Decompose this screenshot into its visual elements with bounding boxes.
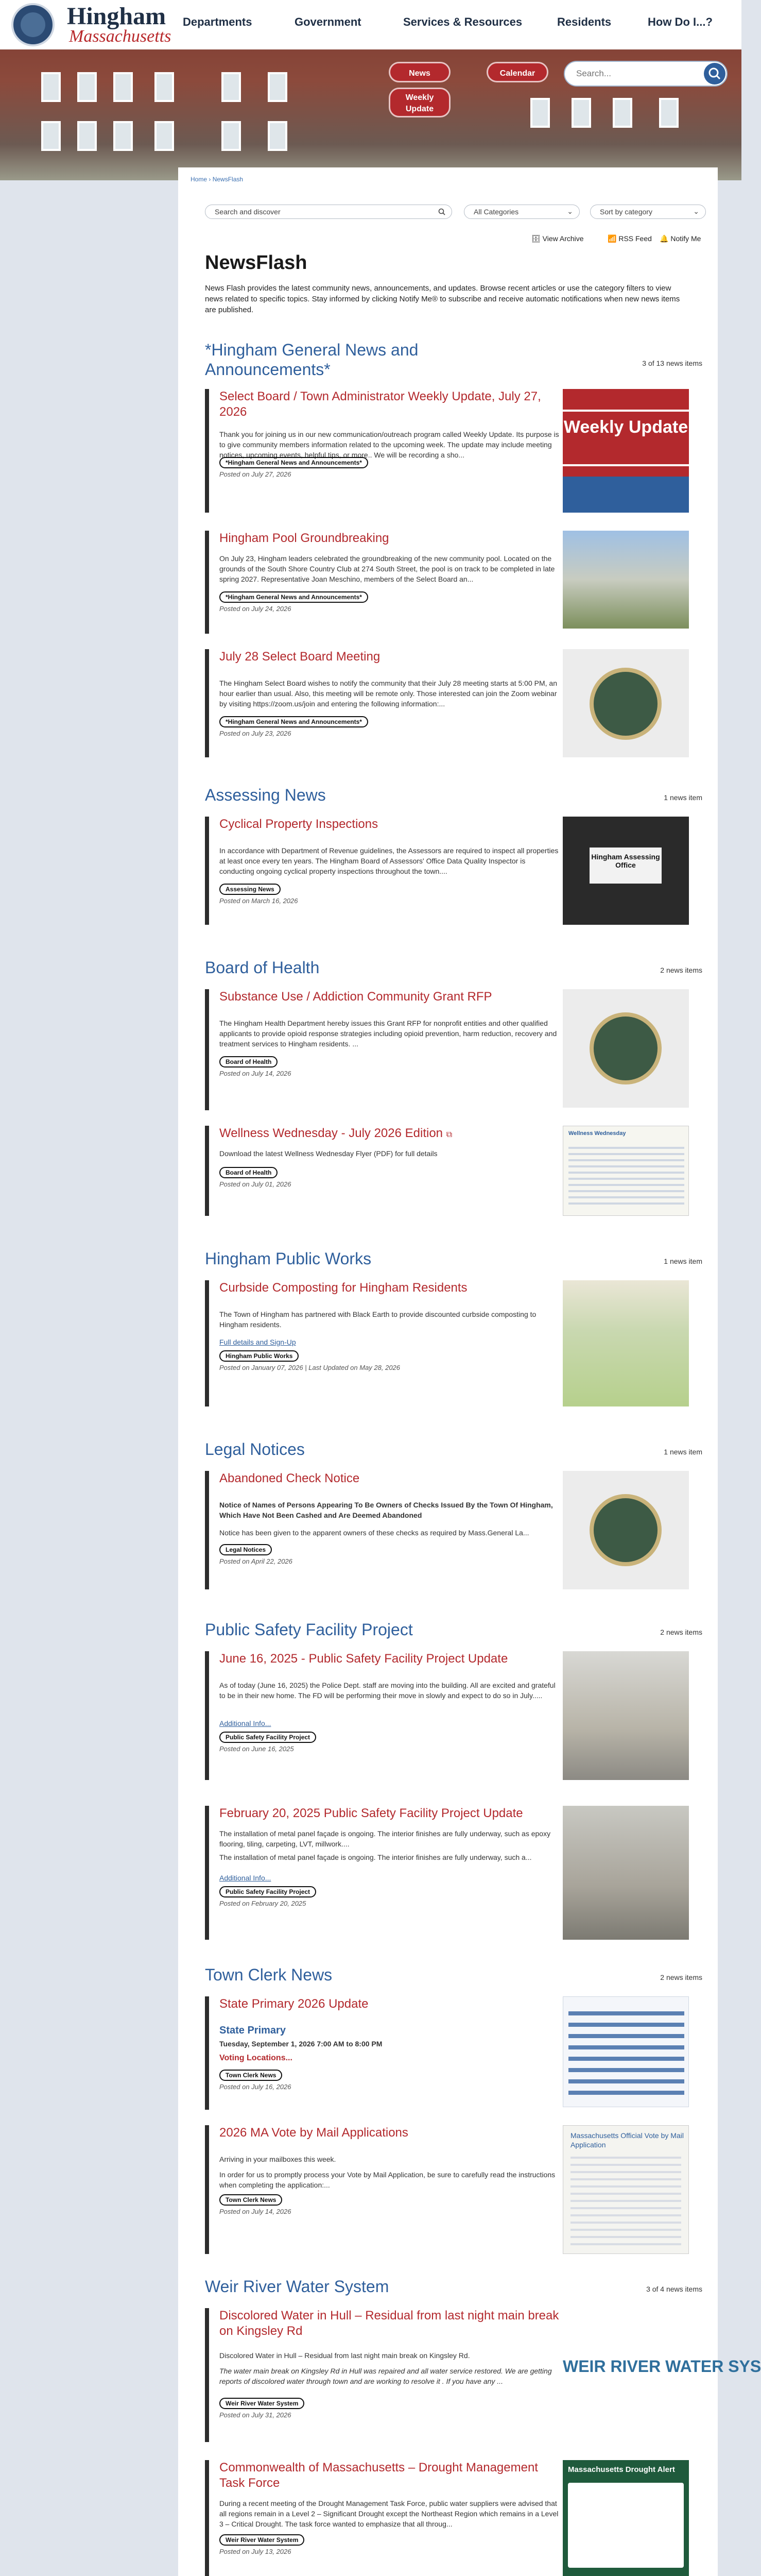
news-item — [205, 1126, 689, 1216]
news-search-field[interactable] — [205, 205, 452, 219]
category-tag[interactable]: Legal Notices — [219, 1544, 272, 1555]
quicklink-calendar[interactable]: Calendar — [487, 62, 548, 82]
news-item-summary-2: The water main break on Kingsley Rd in Hull was repaired and all water service restored. We are getting reports of discolored water through town and are working to resolve it . If you have any ... — [219, 2367, 552, 2385]
news-item-summary: The Town of Hingham has partnered with Black Earth to provide discounted curbside composting to Hingham residents. — [219, 1310, 537, 1329]
posted-date: Posted on March 16, 2026 — [219, 897, 298, 905]
banner-window — [113, 121, 133, 151]
posted-date: Posted on June 16, 2025 — [219, 1745, 294, 1753]
news-item-title[interactable]: July 28 Select Board Meeting — [219, 650, 380, 664]
category-tag[interactable]: Public Safety Facility Project — [219, 1732, 316, 1743]
composting-flyer-thumbnail[interactable] — [563, 1280, 689, 1406]
section-count: 1 news item — [664, 1448, 702, 1456]
category-tag[interactable]: Weir River Water System — [219, 2398, 304, 2409]
news-item-summary: Arriving in your mailboxes this week. — [219, 2155, 336, 2163]
election-heading: State Primary — [219, 2025, 286, 2036]
nav-government[interactable]: Government — [295, 15, 361, 28]
header-banner — [0, 0, 741, 180]
news-item-title[interactable]: Curbside Composting for Hingham Residents — [219, 1281, 468, 1295]
banner-window — [154, 121, 174, 151]
banner-window — [77, 121, 97, 151]
news-item-summary: Discolored Water in Hull – Residual from last night main break on Kingsley Rd. — [219, 2351, 470, 2360]
category-tag[interactable]: *Hingham General News and Announcements* — [219, 457, 368, 468]
section-count: 1 news item — [664, 1257, 702, 1265]
banner-window — [221, 72, 241, 102]
banner-window — [613, 98, 632, 128]
nav-how-do-i[interactable]: How Do I...? — [648, 15, 713, 28]
category-tag[interactable]: *Hingham General News and Announcements* — [219, 591, 368, 603]
news-item — [205, 389, 689, 513]
section-count: 1 news item — [664, 793, 702, 802]
view-archive-label: View Archive — [542, 234, 584, 243]
banner-window — [572, 98, 591, 128]
voting-locations-link[interactable]: Voting Locations... — [219, 2054, 292, 2062]
breadcrumb-separator: › — [209, 176, 211, 183]
banner-window — [221, 121, 241, 151]
news-item-summary: Download the latest Wellness Wednesday Flyer (PDF) for full details — [219, 1149, 438, 1158]
notify-me-label: Notify Me — [670, 234, 701, 243]
wellness-flyer-thumbnail[interactable] — [563, 1126, 689, 1216]
drought-map-panel — [568, 2483, 684, 2568]
site-search — [564, 61, 728, 87]
news-item-title[interactable]: Select Board / Town Administrator Weekly Update, July 27, 2026 — [219, 389, 541, 419]
signup-link[interactable]: Full details and Sign-Up — [219, 1338, 296, 1346]
news-item-summary: In accordance with Department of Revenue guidelines, the Assessors are required to inspect all properties at least once every ten years. The Hingham Board of Assessors' Office Data Quality Inspector is conducting ongoing cyclical property inspections throughout the town.... — [219, 846, 559, 875]
weekly-update-thumbnail[interactable] — [563, 389, 689, 513]
news-item-title-text: Wellness Wednesday - July 2026 Edition — [219, 1126, 443, 1140]
news-item-title[interactable]: Discolored Water in Hull – Residual from last night main break on Kingsley Rd — [219, 2309, 559, 2338]
item-accent-bar — [205, 2308, 209, 2442]
item-accent-bar — [205, 2125, 209, 2254]
news-item-summary: On July 23, Hingham leaders celebrated the groundbreaking of the new community pool. Located on the grounds of the South Shore Country Club at 274 South Street, the pool is on track to be completed in late spring 2027. Representative Joan Meschino, members of the Select Board an... — [219, 554, 555, 583]
news-item-title[interactable] — [219, 1126, 559, 1143]
news-item-title[interactable]: Abandoned Check Notice — [219, 1471, 360, 1485]
breadcrumb — [191, 176, 243, 183]
category-tag[interactable]: Assessing News — [219, 884, 281, 895]
banner-window — [41, 121, 61, 151]
banner-window — [77, 72, 97, 102]
news-item-title[interactable]: Commonwealth of Massachusetts – Drought Management Task Force — [219, 2461, 538, 2490]
news-item-title[interactable]: Substance Use / Addiction Community Grant RFP — [219, 990, 492, 1004]
banner-window — [268, 72, 287, 102]
item-accent-bar — [205, 389, 209, 513]
section-title-weir-river[interactable]: Weir River Water System — [205, 2277, 389, 2296]
category-tag[interactable]: Weir River Water System — [219, 2534, 304, 2546]
item-accent-bar — [205, 2460, 209, 2576]
search-icon — [438, 208, 445, 215]
flyer-rows — [568, 2011, 684, 2102]
section-title-assessing[interactable]: Assessing News — [205, 786, 326, 804]
vote-by-mail-thumbnail[interactable] — [563, 2125, 689, 2254]
news-item — [205, 1471, 689, 1589]
section-title-legal-notices[interactable]: Legal Notices — [205, 1440, 305, 1459]
posted-date: Posted on July 27, 2026 — [219, 470, 291, 478]
news-item-title[interactable]: Hingham Pool Groundbreaking — [219, 531, 389, 545]
bell-icon: 🔔 — [660, 234, 671, 243]
facility-construction-photo[interactable] — [563, 1806, 689, 1940]
flyer-heading: Wellness Wednesday — [568, 1130, 626, 1137]
election-datetime: Tuesday, September 1, 2026 7:00 AM to 8:00 PM — [219, 2040, 383, 2048]
thumbnail-caption: Massachusetts Drought Alert — [568, 2465, 675, 2474]
additional-info-link[interactable]: Additional Info... — [219, 1719, 271, 1727]
category-tag[interactable]: Public Safety Facility Project — [219, 1886, 316, 1897]
posted-date: Posted on July 23, 2026 — [219, 730, 291, 737]
quicklink-weekly-update[interactable]: Weekly Update — [389, 88, 451, 117]
election-flyer-thumbnail[interactable] — [563, 1996, 689, 2107]
news-item — [205, 649, 689, 757]
notify-me-link[interactable] — [660, 234, 701, 243]
item-accent-bar — [205, 989, 209, 1110]
town-seal-logo[interactable] — [11, 3, 55, 46]
posted-date: Posted on July 16, 2026 — [219, 2083, 291, 2091]
rss-icon: 📶 — [608, 234, 619, 243]
banner-window — [113, 72, 133, 102]
news-item-summary: The Hingham Select Board wishes to notify the community that their July 28 meeting starts at 5:00 PM, an hour earlier than usual. Also, this meeting will be remote only. Those interested can join the Zoom webinar by visiting https://zoom.us/join and entering the following information:... — [219, 679, 557, 708]
thumbnail-caption: Weekly Update — [563, 410, 689, 466]
drought-alert-thumbnail[interactable] — [563, 2460, 689, 2576]
news-item — [205, 1280, 689, 1406]
section-title-board-of-health[interactable]: Board of Health — [205, 958, 320, 977]
town-seal-thumbnail[interactable] — [563, 989, 689, 1108]
form-lines — [570, 2157, 681, 2247]
category-tag[interactable]: Hingham Public Works — [219, 1350, 299, 1362]
rss-feed-link[interactable] — [608, 234, 652, 243]
posted-date: Posted on July 01, 2026 — [219, 1180, 291, 1188]
section-count: 2 news items — [660, 1628, 702, 1636]
nav-departments[interactable]: Departments — [183, 15, 252, 28]
breadcrumb-home[interactable]: Home — [191, 176, 207, 183]
news-item-title[interactable]: 2026 MA Vote by Mail Applications — [219, 2126, 408, 2140]
site-search-input[interactable] — [576, 69, 695, 79]
seal-emblem — [590, 1494, 662, 1566]
external-link-icon: ⧉ — [446, 1130, 453, 1139]
item-accent-bar — [205, 649, 209, 757]
news-item — [205, 1651, 689, 1780]
posted-date: Posted on April 22, 2026 — [219, 1557, 292, 1565]
category-tag[interactable]: *Hingham General News and Announcements* — [219, 716, 368, 727]
news-item-summary: The Hingham Health Department hereby issues this Grant RFP for nonprofit entities and other qualified applicants to provide opioid response strategies including opioid prevention, harm reduction, recovery and treatment services to Hingham residents. ... — [219, 1019, 557, 1048]
page-title: NewsFlash — [205, 252, 307, 274]
section-title-public-works[interactable]: Hingham Public Works — [205, 1249, 372, 1268]
category-tag[interactable]: Board of Health — [219, 1056, 278, 1067]
news-item — [205, 1806, 689, 1940]
logo-subtitle[interactable]: Massachusetts — [69, 27, 171, 46]
posted-date: Posted on July 13, 2026 — [219, 2548, 291, 2555]
facility-interior-photo[interactable] — [563, 1651, 689, 1780]
news-item-title[interactable]: February 20, 2025 Public Safety Facility Project Update — [219, 1806, 523, 1820]
groundbreaking-photo[interactable] — [563, 531, 689, 629]
news-item-summary: Thank you for joining us in our new communication/outreach program called Weekly Update. Its purpose is to give community members information related to the upcoming week. The update may include meeting notices, upcoming events, helpful tips, or more.. We will be recording a sho... — [219, 430, 559, 459]
search-icon — [704, 63, 725, 84]
news-item — [205, 531, 689, 634]
thumbnail-band — [563, 477, 689, 513]
news-item-summary-2: The installation of metal panel façade is ongoing. The interior finishes are fully underway, such a... — [219, 1853, 532, 1861]
top-navbar — [0, 0, 741, 49]
chevron-down-icon: ⌄ — [567, 207, 573, 215]
posted-date: Posted on July 14, 2026 — [219, 1070, 291, 1077]
posted-date: Posted on July 31, 2026 — [219, 2411, 291, 2419]
item-accent-bar — [205, 1471, 209, 1589]
weir-river-logo-thumbnail[interactable] — [563, 2308, 761, 2437]
banner-window — [41, 72, 61, 102]
banner-window — [530, 98, 550, 128]
news-item-summary: During a recent meeting of the Drought Management Task Force, public water suppliers were advised that all regions remain in a Level 2 – Significant Drought except the Northeast Region which remains in a Level 3 – Critical Drought. The task force wanted to emphasize that all throug... — [219, 2499, 559, 2528]
banner-window — [659, 98, 679, 128]
banner-window — [154, 72, 174, 102]
news-item — [205, 817, 689, 925]
search-button[interactable] — [704, 63, 725, 84]
seal-emblem — [590, 1012, 662, 1084]
item-accent-bar — [205, 1126, 209, 1216]
item-accent-bar — [205, 817, 209, 925]
news-search-placeholder: Search and discover — [215, 208, 281, 216]
posted-date: Posted on July 24, 2026 — [219, 605, 291, 613]
archive-icon: 🗄 — [531, 234, 543, 243]
news-item-summary: Notice has been given to the apparent owners of these checks as required by Mass.General La... — [219, 1529, 529, 1537]
rss-feed-label: RSS Feed — [618, 234, 652, 243]
breadcrumb-current: NewsFlash — [212, 176, 244, 183]
section-count: 3 of 13 news items — [642, 359, 702, 367]
seal-emblem — [590, 668, 662, 740]
section-count: 3 of 4 news items — [646, 2285, 702, 2293]
sign-caption: Hingham Assessing Office — [590, 848, 662, 884]
town-seal-thumbnail[interactable] — [563, 1471, 689, 1589]
sort-select[interactable] — [590, 205, 706, 219]
main-content — [178, 167, 761, 2576]
item-accent-bar — [205, 1996, 209, 2110]
news-item-summary: As of today (June 16, 2025) the Police Dept. staff are moving into the building. All are excited and grateful to be in their new home. The FD will be performing their move in slowly and expect to do so in July..... — [219, 1681, 556, 1700]
news-item-title[interactable]: June 16, 2025 - Public Safety Facility Project Update — [219, 1652, 508, 1666]
news-item-summary: The installation of metal panel façade is ongoing. The interior finishes are fully underway, such as epoxy flooring, tiling, carpeting, LVT, millwork.... — [219, 1829, 551, 1848]
page-intro: News Flash provides the latest community news, announcements, and updates. Browse recent articles or use the category filters to view news related to specific topics. Stay informed by clicking Notify Me® to subscribe and receive automatic notifications when new news items are published. — [205, 284, 680, 314]
banner-window — [268, 121, 287, 151]
news-item — [205, 2125, 689, 2254]
news-item-notice: Notice of Names of Persons Appearing To Be Owners of Checks Issued By the Town Of Hingham, Which Have Not Been Cashed and Are Deemed Abandoned — [219, 1501, 553, 1519]
item-accent-bar — [205, 1651, 209, 1780]
section-title-town-clerk[interactable]: Town Clerk News — [205, 1965, 333, 1984]
category-tag[interactable]: Board of Health — [219, 1167, 278, 1178]
news-item-title[interactable]: State Primary 2026 Update — [219, 1997, 369, 2011]
logo-title[interactable]: Hingham — [67, 3, 166, 30]
flyer-text-lines — [568, 1147, 684, 1209]
thumbnail-caption: Massachusetts Official Vote by Mail Application — [570, 2131, 684, 2149]
category-select-value: All Categories — [474, 208, 519, 216]
thumbnail-caption: WEIR RIVER WATER SYS — [563, 2357, 761, 2376]
news-item — [205, 2460, 689, 2576]
section-title-general-news[interactable]: *Hingham General News and Announcements* — [205, 341, 419, 379]
section-title-public-safety[interactable]: Public Safety Facility Project — [205, 1620, 413, 1639]
category-tag[interactable]: Town Clerk News — [219, 2194, 282, 2206]
assessing-sign-photo[interactable] — [563, 817, 689, 925]
category-tag[interactable]: Town Clerk News — [219, 2070, 282, 2081]
quicklink-news[interactable]: News — [389, 62, 451, 82]
posted-date: Posted on January 07, 2026 | Last Updated on May 28, 2026 — [219, 1364, 401, 1371]
posted-date: Posted on July 14, 2026 — [219, 2208, 291, 2215]
news-item — [205, 989, 689, 1110]
nav-services[interactable]: Services & Resources — [403, 15, 523, 28]
item-accent-bar — [205, 531, 209, 634]
posted-date: Posted on February 20, 2025 — [219, 1900, 306, 1907]
news-item — [205, 2308, 761, 2442]
news-item-title[interactable]: Cyclical Property Inspections — [219, 817, 378, 831]
news-item-summary-2: In order for us to promptly process your Vote by Mail Application, be sure to carefully read the instructions when completing the application:... — [219, 2171, 556, 2189]
chevron-down-icon: ⌄ — [693, 207, 699, 215]
town-seal-thumbnail[interactable] — [563, 649, 689, 757]
nav-residents[interactable]: Residents — [557, 15, 612, 28]
item-accent-bar — [205, 1806, 209, 1940]
section-count: 2 news items — [660, 966, 702, 974]
news-item — [205, 1996, 689, 2110]
view-archive-link[interactable] — [531, 234, 584, 243]
category-select[interactable] — [464, 205, 580, 219]
item-accent-bar — [205, 1280, 209, 1406]
sort-select-value: Sort by category — [600, 208, 652, 216]
additional-info-link[interactable]: Additional Info... — [219, 1874, 271, 1882]
section-count: 2 news items — [660, 1973, 702, 1981]
